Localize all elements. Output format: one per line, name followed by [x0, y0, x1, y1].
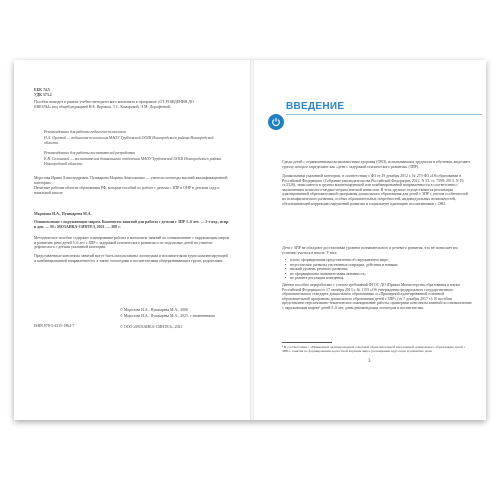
footnote: ¹ В соответствии с «Примерной адаптированной основной образовательной программой дошкольного образования детей с ЗПР», занятия по формированию целостной картины мира, расширению кругозора и развитию речи. — [282, 345, 466, 354]
left-page — [14, 60, 250, 420]
para-1: Среди детей с ограниченными возможностями здоровья (ОВЗ), испытывающих трудности в обучении, выделяют группу, которое определяют как «дети с задержкой психического развития» (ЗПР). — [282, 160, 471, 169]
abstract-2: Представленные конспекты занятий могут быть использованы логопедами и воспитателями групп компенсирующей и комбинированной направленности, а также логопедами и воспитателями общеразвивающих групп, родителями. — [34, 254, 228, 263]
classification-bbk: ББК 74.5 — [34, 88, 50, 92]
authors-extra: Печатные рабочие области образования РФ, которые пособий по работе с детьми с ЗПР и ОНР в детском саду и начальной школе. — [34, 186, 220, 195]
reviewer-2: Е.В. Солоненой — воспитателем дошкольного отделения МАОУ Трубчевской ООШ Новгородского района Новгородской области. — [44, 157, 222, 166]
footnote-rule — [282, 342, 332, 343]
copyright-3: © ООО «МОЗАИКА-СИНТЕЗ», 2021 — [120, 325, 183, 329]
para-4: Данное пособие переработано с учетом требований ФГОС ДО (Приказ Министерства образования и науки Российской Федерации от 17 октября 2013 г. № 1155 «Об утверждении федерального государственного образовательного стандарта дошкольного образования» и «Примерной адаптированной основной образовательной программы дошкольного образования детей с ЗПР» (от 7 декабря 2017 г.). В пособии представлено перспективно-тематическое планирование работы, примерные конспекты занятий по ознакомлению с окружающим миром¹ детей 5–6 лет, даны рекомендации логопедам и воспитателям. — [282, 283, 472, 310]
list-item: • плохо сформированы представления об окружающем мире; — [290, 258, 476, 263]
isbn: ISBN 978-5-4315-1964-7 — [34, 324, 75, 328]
power-icon — [268, 114, 284, 130]
biblio-title: Ознакомление с окружающим миром. Конспекты занятий для работы с детьми с ЗПР 5–6 лет. — 2-е изд., испр. и доп. — М.: МОЗАИКА-СИНТЕЗ, 2021. — 208 с. — [34, 220, 230, 229]
copyright-2: © Морозова И.А., Пушкарева М.А., 2021, с изменениями — [120, 314, 215, 318]
heading-rule — [286, 114, 482, 124]
right-page — [254, 60, 486, 420]
list-item: • не развита регуляция поведения. — [290, 276, 476, 281]
series-note: Пособие выходит в рамках учебно-методического комплекта к программе «ОТ РОЖДЕНИЯ ДО ШКОЛЫ» под общей редакцией Н.Е. Вераксы, Т.С. Комаровой, Э.М. Дорофеевой. — [34, 100, 194, 109]
authors-line: Морозова Ирина Александровна, Пушкарева Марина Анатольевна — учителя-логопеды высшей квалификационной категории. — [34, 176, 228, 185]
para-2: Дошкольники указанной категории, в соответствии с ФЗ от 29 декабря 2012 г. № 273-ФЗ «Об образовании в Российской Федерации» (Собрание законодательства Российской Федерации, 2012, N 53, ст. 7598; 2013, N 19, ст.2326), зачисляются в группы компенсирующей или комбинированной направленности в соответствии с заключением психолого-медико-педагогической комиссии. В этих группах осуществляется реализация адаптированной образовательной программы дошкольного образования для детей с ЗПР с учетом особенностей их психофизического развития, особых образовательных потребностей, индивидуальных возможностей, обеспечивающей коррекцию нарушений развития и социальную адаптацию воспитанников с ОВЗ. — [282, 174, 468, 206]
reviewers-intro: Рекомендовано для работы педагогов-психологов — [44, 130, 126, 134]
section-heading — [272, 101, 482, 142]
page-number: 3 — [368, 359, 371, 364]
bullet-list — [284, 258, 476, 281]
abstract-1: Методическое пособие содержит планирование работы и конспекты занятий по ознакомлению с окружающим миром и развитию речи детей 5–6 лет с ЗПР с задержкой психического развития и по подготовке детей на учителя-дефектолога с детьми указанной категории. — [34, 236, 230, 250]
heading-title: ВВЕДЕНИЕ — [286, 101, 345, 112]
biblio-authors: Морозова И.А., Пушкарева М.А. — [34, 212, 92, 216]
list-item: • недостаточно развиты умственные операции, действия и навыки; — [290, 263, 476, 268]
list-item: • низкий уровень речевого развития; — [290, 267, 476, 272]
reviewers-intro-2: Рекомендовано для работы воспитателей разработки — [44, 151, 136, 155]
copyright-1: © Морозова И.А., Пушкарева М.А., 2006 — [120, 308, 188, 312]
book-spread — [14, 60, 486, 420]
classification-udk: УДК 373.2 — [34, 93, 52, 97]
para-3: Дети с ЗПР не обладают достаточным уровнем познавательного и речевого развития, что не позволяет им успешно учиться в школе. У них: — [282, 246, 458, 255]
reviewer-1: Н.А. Орловой — педагогом-психологом МАОУ Трубчевской ООШ Новгородского района Новгородской области. — [44, 136, 214, 145]
list-item: • не сформирована познавательная активность; — [290, 272, 476, 277]
